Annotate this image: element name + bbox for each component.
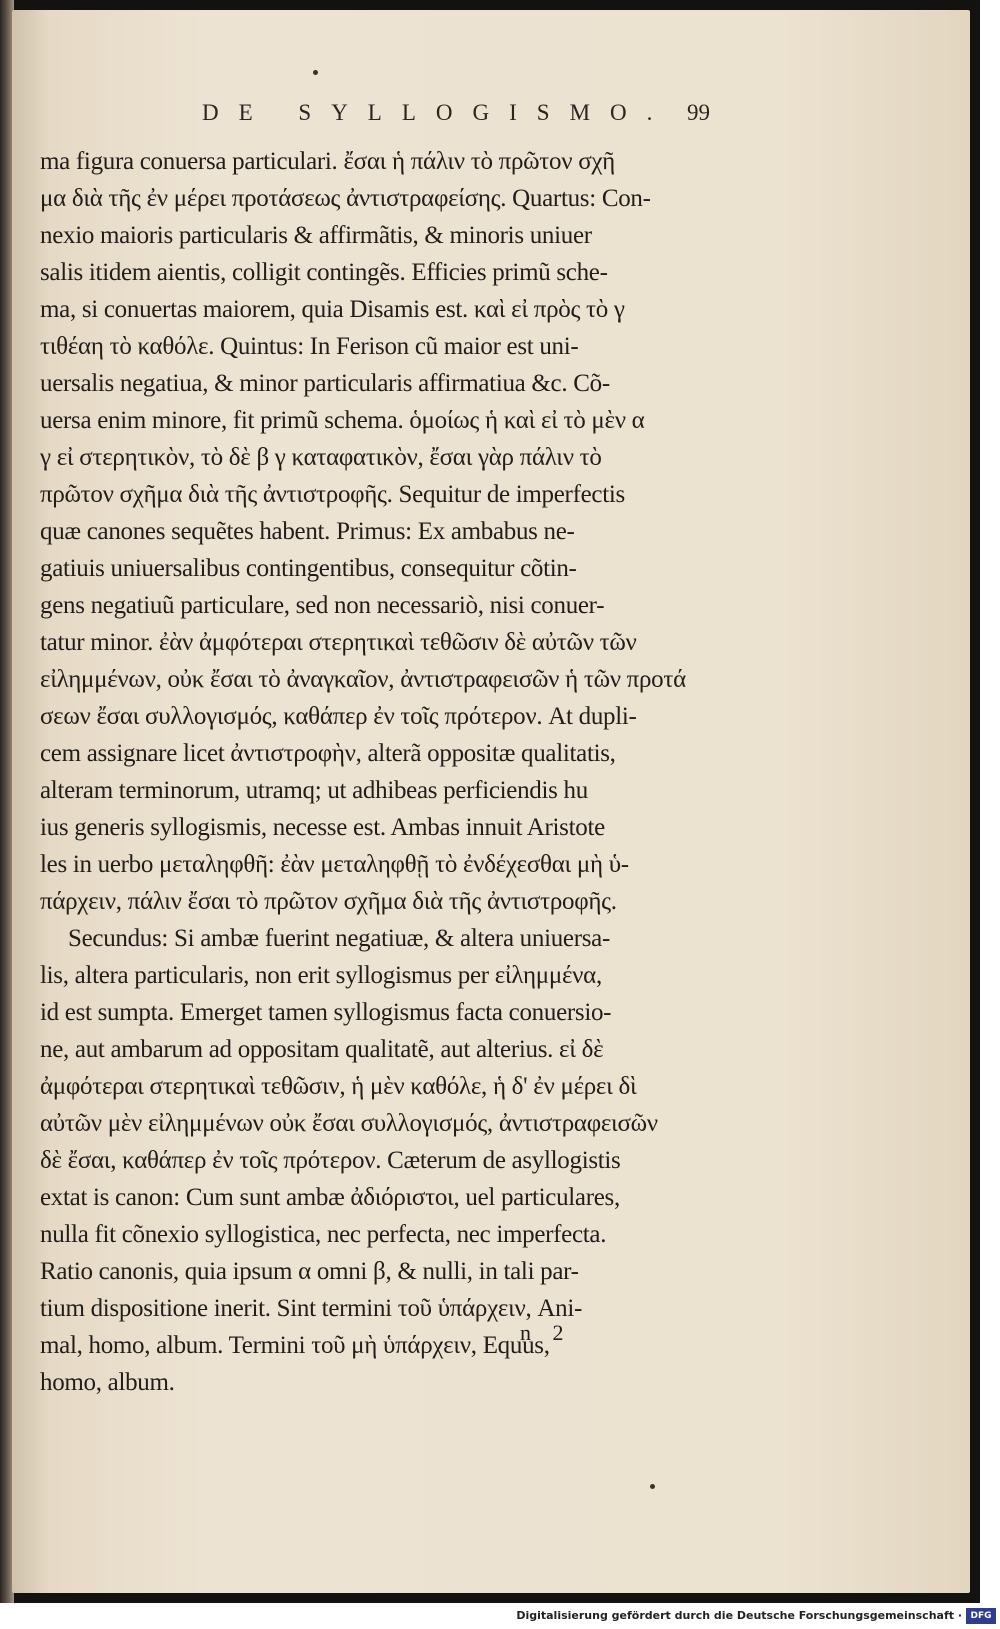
text-line: αὐτῶν μὲν εἰλημμένων οὐκ ἔσαι συλλογισμός, ἀντιστραφεισῶν [40,1110,658,1137]
text-line: mal, homo, album. Termini τοῦ μὴ ὑπάρχειν, Equus, [40,1332,550,1359]
funding-credit: Digitalisierung gefördert durch die Deutsche Forschungsgemeinschaft · [516,1609,962,1622]
paper-speck [313,70,318,75]
text-line: σεων ἔσαι συλλογισμός, καθάπερ ἐν τοῖς πρότερον. At dupli- [40,703,637,730]
text-line: ma figura conuersa particulari. ἔσαι ἡ πάλιν τὸ πρῶτον σχῆ [40,148,615,175]
text-line: id est sumpta. Emerget tamen syllogismus facta conuersio- [40,999,612,1026]
body-text [40,143,705,1401]
footer-banner [0,1606,1000,1629]
paper-speck [650,1484,655,1489]
text-line: lis, altera particularis, non erit syllogismus per εἰλημμένα, [40,962,602,989]
text-line: extat is canon: Cum sunt ambæ ἀδιόριστοι, uel particulares, [40,1184,620,1211]
text-line: γ εἰ στερητικὸν, τὸ δὲ β γ καταφατικὸν, ἔσαι γὰρ πάλιν τὸ [40,444,602,471]
text-line: salis itidem aientis, colligit contingẽs. Efficies primũ sche- [40,259,608,286]
text-line: les in uerbo μεταληφθῆ: ἐὰν μεταληφθῇ τὸ ἐνδέχεσθαι μὴ ὑ- [40,851,629,878]
text-line: εἰλημμένων, οὐκ ἔσαι τὸ ἀναγκαῖον, ἀντιστραφεισῶν ἡ τῶν προτά [40,666,686,693]
text-line: πρῶτον σχῆμα διὰ τῆς ἀντιστροφῆς. Sequitur de imperfectis [40,481,625,508]
text-line: ἀμφότεραι στερητικαὶ τεθῶσιν, ἡ μὲν καθόλε, ἡ δ' ἐν μέρει δὶ [40,1073,637,1100]
running-head [12,100,970,140]
text-line: quæ canones sequẽtes habent. Primus: Ex ambabus ne- [40,518,575,545]
text-line: ius generis syllogismis, necesse est. Ambas innuit Aristote [40,814,605,841]
text-line: τιθέαη τὸ καθόλε. Quintus: In Ferison cũ maior est uni- [40,333,579,360]
text-line: cem assignare licet ἀντιστροφὴν, alterã oppositæ qualitatis, [40,740,616,767]
text-line: gatiuis uniuersalibus contingentibus, consequitur cõtin- [40,555,577,582]
text-line: nexio maioris particularis & affirmãtis, & minoris uniuer [40,222,592,249]
text-line: uersalis negatiua, & minor particularis affirmatiua &c. Cõ- [40,370,610,397]
text-line: Secundus: Si ambæ fuerint negatiuæ, & altera uniuersa- [68,925,611,952]
text-line: nulla fit cõnexio syllogistica, nec perfecta, nec imperfecta. [40,1221,607,1248]
signature-mark: n 2 [520,1320,572,1345]
text-line: ma, si conuertas maiorem, quia Disamis est. καὶ εἰ πρὸς τὸ γ [40,296,625,323]
text-line: uersa enim minore, fit primũ schema. ὁμοίως ἡ καὶ εἰ τὸ μὲν α [40,407,645,434]
text-line: tium dispositione inerit. Sint termini τοῦ ὑπάρχειν, Ani- [40,1295,583,1322]
text-line: tatur minor. ἐὰν ἀμφότεραι στερητικαὶ τεθῶσιν δὲ αὐτῶν τῶν [40,629,637,656]
running-title: DE SYLLOGISMO. [202,100,673,125]
dfg-logo: DFG [966,1608,996,1624]
text-line: μα διὰ τῆς ἐν μέρει προτάσεως ἀντιστραφείσης. Quartus: Con- [40,185,651,212]
text-line: homo, album. [40,1369,175,1396]
text-line: Ratio canonis, quia ipsum α omni β, & nulli, in tali par- [40,1258,579,1285]
text-line: δὲ ἔσαι, καθάπερ ἐν τοῖς πρότερον. Cæterum de asyllogistis [40,1147,621,1174]
text-line: gens negatiuũ particulare, sed non necessariò, nisi conuer- [40,592,605,619]
page-number: 99 [687,100,710,125]
text-line: alteram terminorum, utramq; ut adhibeas perficiendis hu [40,777,588,804]
text-line: ne, aut ambarum ad oppositam qualitatẽ, aut alterius. εἰ δὲ [40,1036,604,1063]
text-line: πάρχειν, πάλιν ἔσαι τὸ πρῶτον σχῆμα διὰ τῆς ἀντιστροφῆς. [40,888,617,915]
